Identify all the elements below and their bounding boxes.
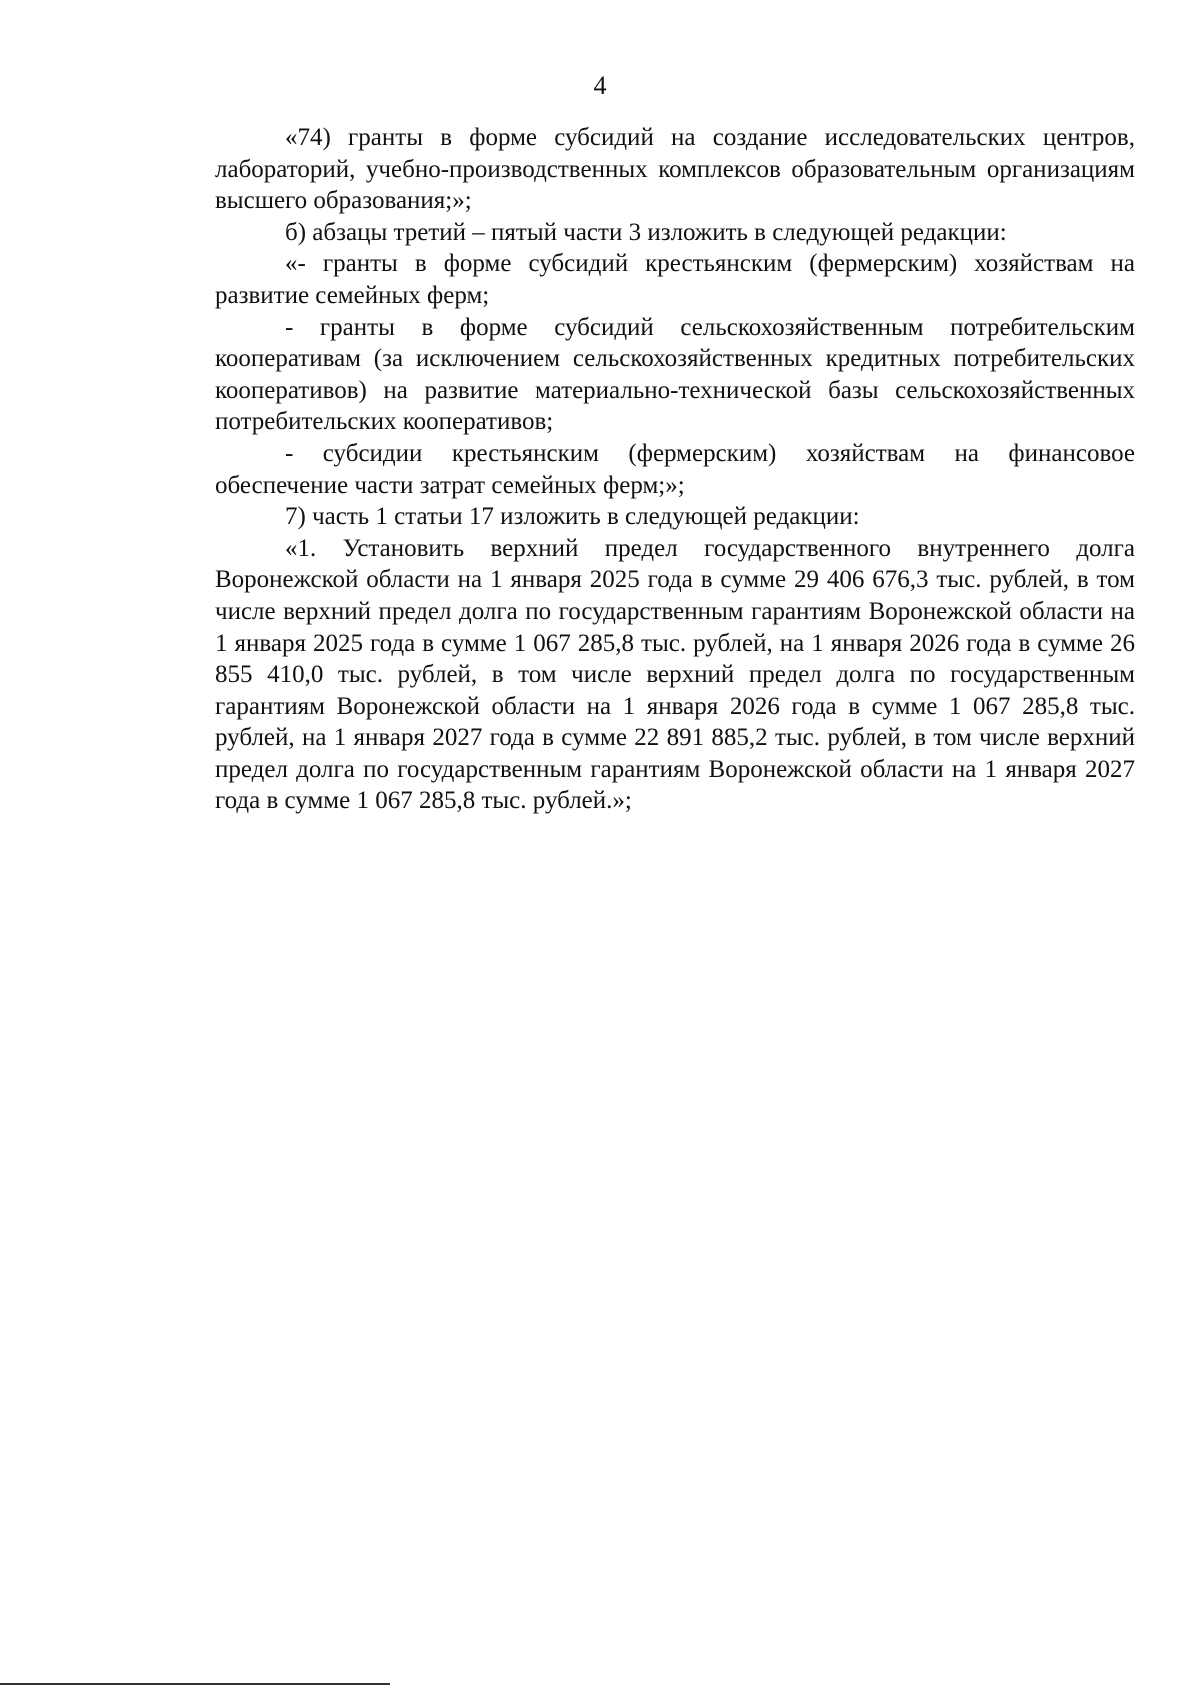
paragraph-amend-article-17: 7) часть 1 статьи 17 изложить в следующей редакции: [285,503,860,531]
paragraph-debt-limit: «1. Установить верхний предел государственного внутреннего долга Воронежской области на 1 января 2025 года в сумме 29 406 676,3 тыс. рублей, в том числе верхний предел долга по государственным гарантиям Воронежской области на 1 января 2025 года в сумме 1 067 285,8 тыс. рублей, на 1 января 2026 года в сумме 26 855 410,0 тыс. рублей, в том числе верхний предел долга по государственным гарантиям Воронежской области на 1 января 2026 года в сумме 1 067 285,8 тыс. рублей, на 1 января 2027 года в сумме 22 891 885,2 тыс. рублей, в том числе верхний предел долга по государственным гарантиям Воронежской области на 1 января 2027 года в сумме 1 067 285,8 тыс. рублей.»; [215,534,1135,815]
page-number: 4 [593,71,607,100]
document-body [215,122,1135,817]
paragraph-amend-part-3: б) абзацы третий – пятый части 3 изложить в следующей редакции: [285,218,1007,246]
footer-rule [0,1683,390,1685]
paragraph-item-74-grants: «74) гранты в форме субсидий на создание исследовательских центров, лабораторий, учебно-производственных комплексов образовательным организациям высшего образования;»; [215,124,1135,215]
paragraph-subsidies-family-farms: - субсидии крестьянским (фермерским) хозяйствам на финансовое обеспечение части затрат семейных ферм;»; [215,439,1135,499]
paragraph-grants-cooperatives: - гранты в форме субсидий сельскохозяйственным потребительским кооперативам (за исключением сельскохозяйственных кредитных потребительских кооперативов) на развитие материально-технической базы сельскохозяйственных потребительских кооперативов; [215,313,1135,436]
paragraph-grants-family-farms: «- гранты в форме субсидий крестьянским (фермерским) хозяйствам на развитие семейных ферм; [215,250,1135,309]
